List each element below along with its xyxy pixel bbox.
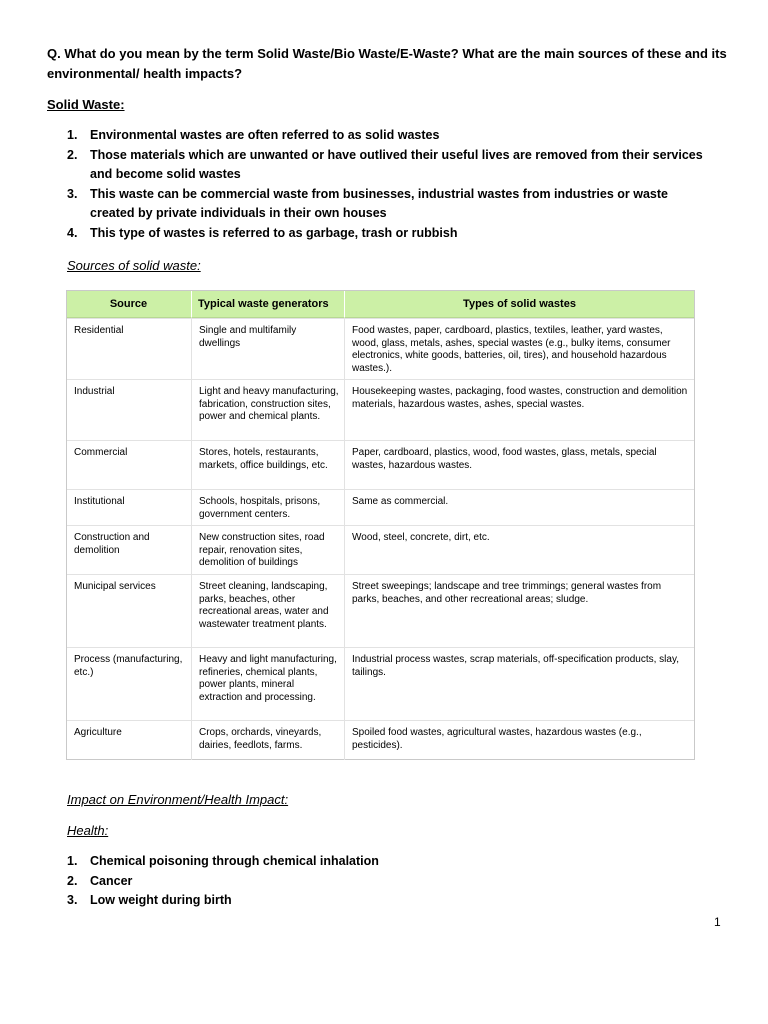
- column-header-source: Source: [67, 291, 191, 318]
- table-cell: Industrial: [67, 379, 191, 440]
- table-row: [67, 647, 694, 720]
- list-item: 4. This type of wastes is referred to as garbage, trash or rubbish: [67, 225, 458, 240]
- solid-waste-heading: Solid Waste:: [47, 97, 125, 112]
- table-cell: Process (manufacturing, etc.): [67, 647, 191, 720]
- list-item: 3. This waste can be commercial waste from businesses, industrial wastes from industries or waste created by private individuals in their own houses: [67, 186, 668, 220]
- table-cell: Same as commercial.: [344, 489, 694, 525]
- table-cell: Construction and demolition: [67, 525, 191, 574]
- table-row: [67, 379, 694, 440]
- list-item: 3. Low weight during birth: [67, 893, 232, 907]
- table-cell: Street cleaning, landscaping, parks, beaches, other recreational areas, water and wastewater treatment plants.: [191, 574, 344, 647]
- sources-table-container: [66, 290, 695, 760]
- sources-heading: Sources of solid waste:: [67, 258, 201, 273]
- table-cell: Municipal services: [67, 574, 191, 647]
- sources-table: [67, 291, 694, 760]
- list-item: 2. Those materials which are unwanted or have outlived their useful lives are removed from their services and become solid wastes: [67, 147, 703, 181]
- table-cell: Commercial: [67, 440, 191, 489]
- table-cell: Light and heavy manufacturing, fabrication, construction sites, power and chemical plants.: [191, 379, 344, 440]
- list-item: 2. Cancer: [67, 873, 133, 888]
- list-item: 1. Environmental wastes are often referred to as solid wastes: [67, 128, 440, 142]
- table-cell: New construction sites, road repair, renovation sites, demolition of buildings: [191, 525, 344, 574]
- solid-waste-list: [67, 126, 707, 243]
- table-cell: Heavy and light manufacturing, refineries, chemical plants, power plants, mineral extraction and processing.: [191, 647, 344, 720]
- table-cell: Spoiled food wastes, agricultural wastes, hazardous wastes (e.g., pesticides).: [344, 720, 694, 760]
- table-cell: Paper, cardboard, plastics, wood, food wastes, glass, metals, special wastes, hazardous wastes.: [344, 440, 694, 489]
- table-cell: Crops, orchards, vineyards, dairies, feedlots, farms.: [191, 720, 344, 760]
- table-cell: Industrial process wastes, scrap materials, off-specification products, slay, tailings.: [344, 647, 694, 720]
- question-text: Q. What do you mean by the term Solid Waste/Bio Waste/E-Waste? What are the main sources of these and its environmental/ health impacts?: [47, 46, 727, 81]
- health-heading: Health:: [67, 823, 109, 838]
- health-list: [67, 852, 707, 911]
- column-header-generators: Typical waste generators: [191, 291, 344, 318]
- table-cell: Agriculture: [67, 720, 191, 760]
- table-row: [67, 574, 694, 647]
- table-cell: Housekeeping wastes, packaging, food wastes, construction and demolition materials, hazardous wastes, ashes, special wastes.: [344, 379, 694, 440]
- table-cell: Residential: [67, 318, 191, 379]
- table-cell: Street sweepings; landscape and tree trimmings; general wastes from parks, beaches, and other recreational areas; sludge.: [344, 574, 694, 647]
- table-cell: Institutional: [67, 489, 191, 525]
- table-header-row: [67, 291, 694, 318]
- table-row: [67, 525, 694, 574]
- table-row: [67, 489, 694, 525]
- list-item: 1. Chemical poisoning through chemical inhalation: [67, 854, 379, 868]
- table-cell: Schools, hospitals, prisons, government centers.: [191, 489, 344, 525]
- table-cell: Single and multifamily dwellings: [191, 318, 344, 379]
- table-row: [67, 440, 694, 489]
- page-number: 1: [714, 915, 721, 929]
- table-row: [67, 318, 694, 379]
- table-row: [67, 720, 694, 760]
- impact-heading: Impact on Environment/Health Impact:: [67, 792, 289, 807]
- table-cell: Stores, hotels, restaurants, markets, office buildings, etc.: [191, 440, 344, 489]
- column-header-types: Types of solid wastes: [344, 291, 694, 318]
- table-cell: Wood, steel, concrete, dirt, etc.: [344, 525, 694, 574]
- table-cell: Food wastes, paper, cardboard, plastics, textiles, leather, yard wastes, wood, glass, metals, ashes, special wastes (e.g., bulky items, consumer electronics, white goods, batteries, oil, tires), and household hazardous wastes.).: [344, 318, 694, 379]
